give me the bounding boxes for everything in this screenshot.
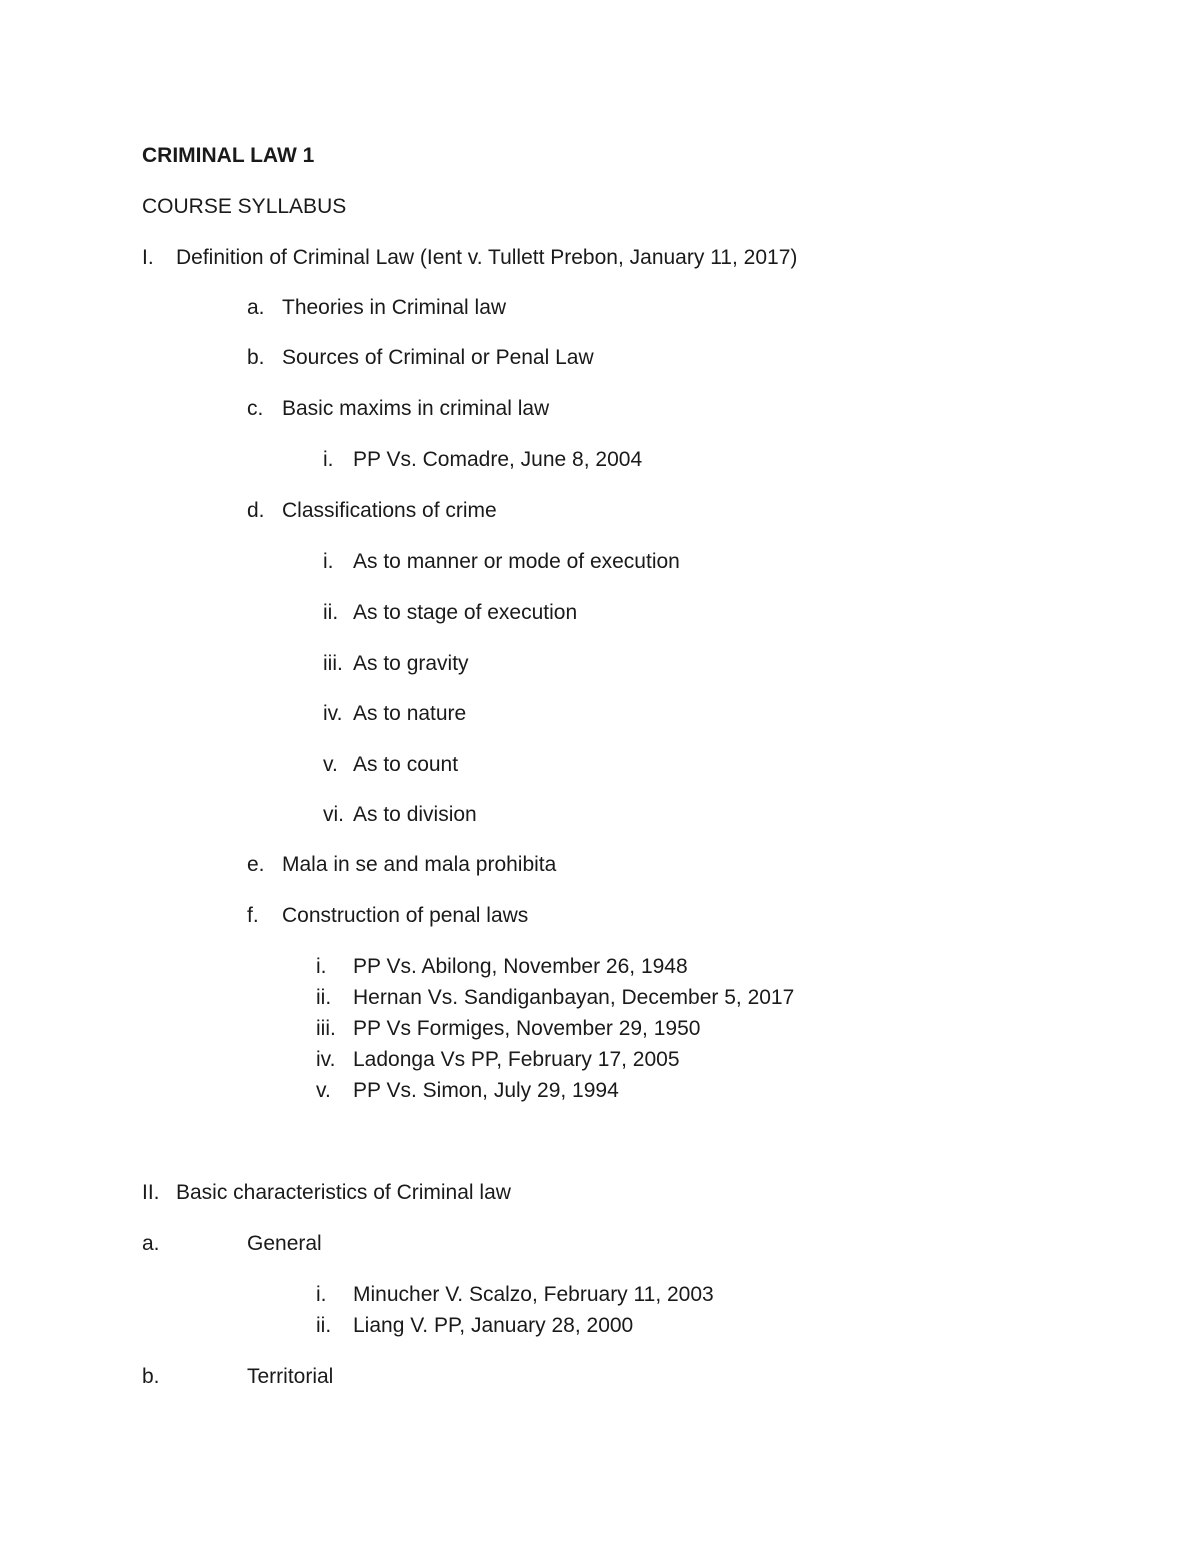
section-heading: Basic characteristics of Criminal law (176, 1181, 511, 1204)
item-marker: b. (247, 346, 265, 369)
section-marker: II. (142, 1181, 160, 1204)
subitem-marker: iii. (316, 1017, 336, 1040)
sub-list-item: PP Vs. Simon, July 29, 1994 (353, 1079, 619, 1102)
sub-list-item: PP Vs Formiges, November 29, 1950 (353, 1017, 701, 1040)
sub-list-item: As to manner or mode of execution (353, 550, 680, 573)
list-item: Classifications of crime (282, 499, 497, 522)
list-item: Sources of Criminal or Penal Law (282, 346, 594, 369)
list-item: Territorial (247, 1365, 334, 1388)
list-item: Mala in se and mala prohibita (282, 853, 557, 876)
item-marker: a. (142, 1232, 160, 1255)
list-item: General (247, 1232, 322, 1255)
item-marker: d. (247, 499, 265, 522)
subitem-marker: i. (316, 955, 327, 978)
item-marker: e. (247, 853, 265, 876)
sub-list-item: PP Vs. Comadre, June 8, 2004 (353, 448, 643, 471)
item-marker: a. (247, 296, 265, 319)
sub-list-item: PP Vs. Abilong, November 26, 1948 (353, 955, 688, 978)
item-marker: f. (247, 904, 259, 927)
section-marker: I. (142, 246, 154, 269)
subitem-marker: vi. (323, 803, 344, 826)
subitem-marker: iv. (323, 702, 343, 725)
sub-list-item: As to count (353, 753, 459, 776)
item-marker: c. (247, 397, 264, 420)
sub-list-item: Hernan Vs. Sandiganbayan, December 5, 2017 (353, 986, 795, 1009)
subitem-marker: i. (323, 550, 334, 573)
subitem-marker: iii. (323, 652, 343, 675)
sub-list-item: Liang V. PP, January 28, 2000 (353, 1314, 634, 1337)
subitem-marker: v. (316, 1079, 331, 1102)
item-marker: b. (142, 1365, 160, 1388)
sub-list-item: Minucher V. Scalzo, February 11, 2003 (353, 1283, 714, 1306)
sub-list-item: Ladonga Vs PP, February 17, 2005 (353, 1048, 680, 1071)
subitem-marker: ii. (316, 986, 332, 1009)
list-item: Theories in Criminal law (282, 296, 507, 319)
sub-list-item: As to stage of execution (353, 601, 578, 624)
subitem-marker: v. (323, 753, 338, 776)
subitem-marker: iv. (316, 1048, 336, 1071)
list-item: Construction of penal laws (282, 904, 529, 927)
subitem-marker: ii. (323, 601, 339, 624)
list-item: Basic maxims in criminal law (282, 397, 550, 420)
sub-list-item: As to division (353, 803, 477, 826)
subitem-marker: i. (323, 448, 334, 471)
document-subtitle: COURSE SYLLABUS (142, 195, 347, 218)
section-heading: Definition of Criminal Law (Ient v. Tullett Prebon, January 11, 2017) (176, 246, 798, 269)
sub-list-item: As to gravity (353, 652, 469, 675)
sub-list-item: As to nature (353, 702, 467, 725)
subitem-marker: ii. (316, 1314, 332, 1337)
subitem-marker: i. (316, 1283, 327, 1306)
document-title: CRIMINAL LAW 1 (142, 144, 315, 167)
